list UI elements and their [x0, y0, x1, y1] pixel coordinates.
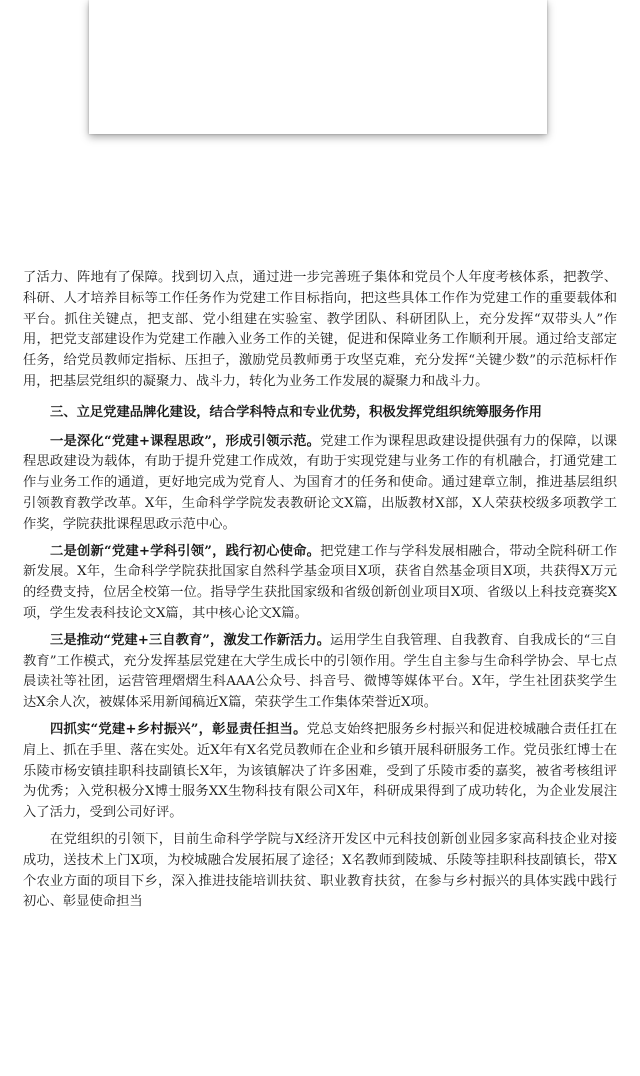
paragraph-item-1	[23, 432, 617, 536]
item-2-body: 把党建工作与学科发展相融合，带动全院科研工作新发展。X年，生命科学学院获批国家自然科学基金项目X项，获省自然基金项目X项，共获得X万元的经费支持，位居全校第一位。指导学生获批国家级和省级创新创业项目X项、省级以上科技竞赛奖X项，学生发表科技论文X篇，其中核心论文X篇。	[23, 543, 617, 621]
paragraph-final: 在党组织的引领下，目前生命科学学院与X经济开发区中元科技创新创业园多家高科技企业对接成功，送技术上门X项，为校城融合发展拓展了途径；X名教师到陵城、乐陵等挂职科技副镇长，带X个农业方面的项目下乡，深入推进技能培训扶贫、职业教育扶贫，在参与乡村振兴的具体实践中践行初心、彰显使命担当	[23, 831, 617, 910]
item-4-lead: 四抓实“党建+乡村振兴”，彰显责任担当。	[50, 721, 307, 737]
item-1-body: 党建工作为课程思政建设提供强有力的保障，以课程思政建设为载体，有助于提升党建工作成效，有助于实现党建与业务工作的有机融合，打通党建工作与业务工作的通道，更好地完成为党育人、为国育才的任务和使命。通过建章立制，推进基层组织引领教育教学改革。X年，生命科学学院发表教研论文X篇，出版教材X部，X人荣获校级多项教学工作奖，学院获批课程思政示范中心。	[23, 433, 617, 532]
item-2-lead: 二是创新“党建+学科引领”，践行初心使命。	[50, 543, 321, 559]
item-1-lead: 一是深化“党建+课程思政”，形成引领示范。	[50, 433, 321, 449]
item-3-body: 运用学生自我管理、自我教育、自我成长的“三自教育”工作模式，充分发挥基层党建在大学生成长中的引领作用。学生自主参与生命科学协会、早七点晨读社等社团，运营管理熠熠生科AAA公众号、抖音号、微博等媒体平台。X年，学生社团获奖学生达X余人次，被媒体采用新闻稿近X篇，荣获学生工作集体荣誉近X项。	[23, 632, 617, 711]
item-4-body: 党总支始终把服务乡村振兴和促进校城融合责任扛在肩上、抓在手里、落在实处。近X年有X名党员教师在企业和乡镇开展科研服务工作。党员张红博士在乐陵市杨安镇挂职科技副镇长X年，为该镇解决了许多困难，受到了乐陵市委的嘉奖，被省考核组评为优秀；入党积极分X博士服务XX生物科技有限公司X年，科研成果得到了成功转化，为企业发展注入了活力，受到公司好评。	[23, 721, 618, 821]
item-3-lead: 三是推动“党建+三自教育”，激发工作新活力。	[50, 632, 331, 648]
paragraph-item-4	[23, 720, 617, 824]
paragraph-item-3	[23, 631, 617, 714]
paragraph-item-2	[23, 542, 617, 625]
previous-page-preview	[89, 0, 547, 134]
section-heading: 三、立足党建品牌化建设，结合学科特点和专业优势，积极发挥党组织统筹服务作用	[50, 404, 542, 420]
paragraph-intro: 了活力、阵地有了保障。找到切入点，通过进一步完善班子集体和党员个人年度考核体系，把教学、科研、人才培养目标等工作任务作为党建工作目标指向，把这些具体工作作为党建工作的重要载体和平台。抓住关键点，把支部、党小组建在实验室、教学团队、科研团队上，充分发挥“双带头人”作用，把党支部建设作为党建工作融入业务工作的关键，促进和保障业务工作顺利开展。通过给支部定任务，给党员教师定指标、压担子，激励党员教师勇于攻坚克难，充分发挥“关键少数”的示范标杆作用，把基层党组织的凝聚力、战斗力，转化为业务工作发展的凝聚力和战斗力。	[23, 270, 617, 389]
document-body	[23, 268, 617, 919]
